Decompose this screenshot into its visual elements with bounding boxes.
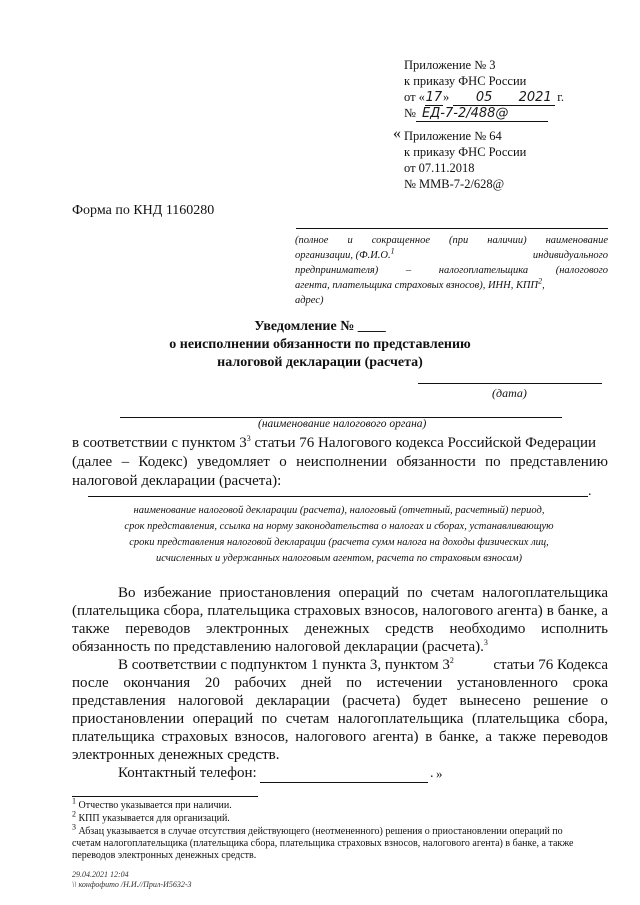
contact-phone-line xyxy=(260,782,428,783)
declaration-caption-line: наименование налоговой декларации (расчета), налоговый (отчетный, расчетный) период, xyxy=(133,505,545,516)
appendix-title: Приложение № 3 xyxy=(404,58,496,72)
para2-line-1: В соответствии с подпунктом 1 пункта 3, пунктом $3^2$ статьи 76 Кодекса xyxy=(118,656,608,673)
para1-line-4-text: обязанность по представлению налоговой декларации (расчета). xyxy=(72,639,484,655)
para2-line-4: приостановлении операций по счетам налогоплательщика (плательщика сбора, xyxy=(72,711,608,727)
para2-text-a: В соответствии с подпунктом 1 пункта 3, пунктом 3 xyxy=(118,657,450,673)
footnote-separator xyxy=(72,796,258,797)
para2-line-2: после окончания 20 рабочих дней по истечении установленного срока xyxy=(72,675,608,691)
appendix-order-line: к приказу ФНС России xyxy=(404,74,527,88)
date-line xyxy=(418,383,602,384)
prev-appendix-date: от 07.11.2018 xyxy=(404,161,475,175)
bracket-mark-icon: « xyxy=(393,125,401,142)
addressee-caption xyxy=(295,234,608,309)
footnote-3-line-2: счетам налогоплательщика (плательщика сбора, плательщика страховых взносов, налогового агента) в банке, а также xyxy=(72,838,574,849)
intro-line-3: налоговой декларации (расчета): xyxy=(72,473,282,489)
appendix-number-line xyxy=(404,106,548,122)
declaration-caption xyxy=(70,504,608,568)
addressee-caption-kpp: агента, плательщика страховых взносов), ИНН, КПП xyxy=(295,280,539,291)
declaration-caption-line: исчисленных и удержанных налоговым агентом, расчета по страховым взносам) xyxy=(155,553,523,564)
para1-line-2: (плательщика сбора, плательщика страховых взносов, налогового агента) в банке, а xyxy=(72,603,608,619)
addressee-line xyxy=(296,228,608,229)
addressee-caption-line xyxy=(295,246,608,264)
date-suffix: г. xyxy=(557,90,565,104)
prev-appendix-title: Приложение № 64 xyxy=(404,129,502,143)
footnote-ref-2: 2 xyxy=(538,276,543,286)
intro-text-b: статьи 76 Налогового кодекса Российской Федерации xyxy=(254,435,597,451)
declaration-caption-line: срок представления, ссылка на норму законодательства о налогах и сборах, устанавливающую xyxy=(124,521,554,532)
prev-appendix-number: № ММВ-7-2/628@ xyxy=(404,177,505,191)
para2-line-5: плательщика страховых взносов, налогового агента) в банке, а также переводов xyxy=(72,729,608,745)
para1-line-4 xyxy=(72,638,488,656)
footnote-2: $^2$ КПП указывается для организаций. xyxy=(72,809,230,824)
footnote-3-text: Абзац указывается в случае отсутствия действующего (неотмененного) решения о приостановлении операций по xyxy=(78,826,563,837)
bracket-mark-icon: » xyxy=(436,766,443,781)
para1-line-3: также переводов электронных денежных средств необходимо исполнить xyxy=(72,621,608,637)
footnote-1: $^1$ Отчество указывается при наличии. xyxy=(72,796,232,811)
intro-text-a: в соответствии с пунктом 3 xyxy=(72,435,247,451)
date-year-handwritten: 2021 xyxy=(515,90,555,106)
form-code: Форма по КНД 1160280 xyxy=(72,203,215,218)
order-number-handwritten: ЕД-7-2/488@ xyxy=(416,106,548,122)
authority-caption: (наименование налогового органа) xyxy=(258,418,427,430)
date-mid: » xyxy=(442,90,450,104)
footnote-ref-3: 3 xyxy=(483,638,488,647)
notice-title: Уведомление № ____ xyxy=(254,319,386,334)
addressee-caption-line: предпринимателя) – налогоплательщика (налогового xyxy=(295,265,608,276)
intro-line-1: в соответствии с пунктом $3^3$ статьи 76 Налогового кодекса Российской Федерации xyxy=(72,434,597,451)
footnote-3-line-3: переводов электронных денежных средств. xyxy=(72,850,257,861)
footnote-1-text: Отчество указывается при наличии. xyxy=(78,800,232,811)
notice-subtitle-1: о неисполнении обязанности по представлению xyxy=(169,337,471,352)
para1-line-1: Во избежание приостановления операций по счетам налогоплательщика xyxy=(118,585,608,601)
intro-line-2: (далее – Кодекс) уведомляет о неисполнении обязанности по представлению xyxy=(72,454,608,470)
date-caption: (дата) xyxy=(492,386,527,400)
declaration-line xyxy=(88,496,588,497)
prev-appendix-order: к приказу ФНС России xyxy=(404,145,527,159)
contact-phone-period: . xyxy=(430,766,434,781)
declaration-line-period: . xyxy=(588,484,592,499)
appendix-date-line xyxy=(404,90,564,106)
date-prefix: от « xyxy=(404,90,425,104)
para2-line-3: представления налоговой декларации (расчета) будет вынесено решение о xyxy=(72,693,608,709)
contact-phone-label: Контактный телефон: xyxy=(118,765,257,781)
addressee-caption-line: (полное и сокращенное (при наличии) наименование xyxy=(295,235,608,246)
footnote-ref-1: 1 xyxy=(390,246,395,256)
stamp-datetime: 29.04.2021 12:04 xyxy=(72,870,129,879)
date-day-handwritten: 17 xyxy=(425,90,443,105)
stamp-filename: \\ конфофито /Н.И.//Прил-И5632-3 xyxy=(72,880,192,889)
declaration-caption-line: сроки представления налоговой декларации (расчета сумм налога на доходы физических лиц, xyxy=(129,537,549,548)
footnote-2-text: КПП указывается для организаций. xyxy=(78,813,230,824)
addressee-caption-ip: индивидуального xyxy=(532,250,608,261)
date-month-handwritten: 05 xyxy=(453,90,515,106)
para2-text-b: статьи 76 Кодекса xyxy=(493,657,608,673)
number-prefix: № xyxy=(404,106,416,120)
para2-line-6: электронных денежных средств. xyxy=(72,747,280,763)
addressee-caption-line: адрес) xyxy=(295,295,324,306)
footnote-3: $^3$ Абзац указывается в случае отсутствия действующего (неотмененного) решения о приостановлении операций по xyxy=(72,822,563,837)
addressee-caption-fio: организации, (Ф.И.О. xyxy=(295,250,391,261)
notice-subtitle-2: налоговой декларации (расчета) xyxy=(217,355,423,370)
addressee-caption-line: агента, плательщика страховых взносов), ИНН, КПП$^2$, xyxy=(295,276,545,291)
